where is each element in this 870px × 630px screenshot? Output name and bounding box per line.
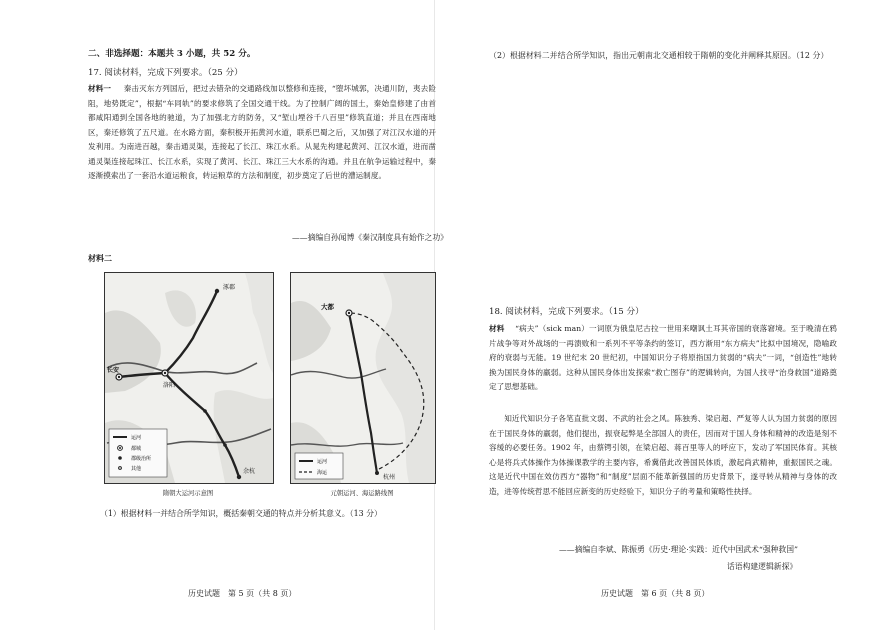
material-1-paragraph (88, 82, 436, 184)
material-label: 材料 (489, 324, 505, 333)
question-17-heading: 17. 阅读材料，完成下列要求。（25 分） (88, 68, 243, 78)
city-dot (215, 289, 219, 293)
legend-item: 其他 (131, 466, 142, 472)
map-label: 洛阳 (163, 382, 176, 389)
legend-item: 海运 (317, 470, 328, 476)
page-footer: 历史试题 第 5 页（共 8 页） (188, 589, 297, 598)
section-title: 二、非选择题：本题共 3 小题，共 52 分。 (88, 49, 256, 59)
map-label: 长安 (107, 367, 120, 374)
sui-grand-canal-map (104, 272, 274, 484)
question-18-heading: 18. 阅读材料，完成下列要求。（15 分） (489, 307, 644, 317)
map-label: 余杭 (243, 468, 256, 475)
map-label: 涿郡 (223, 284, 236, 291)
question-17-part-2: （2）根据材料二并结合所学知识，指出元朝南北交通相较于隋朝的变化并阐释其原因。（12 分） (489, 51, 829, 60)
sui-canal-map-graphic (105, 273, 273, 483)
legend-item: 郡级治所 (131, 456, 152, 462)
material-source-line-2: 话语构建逻辑新探》 (727, 562, 798, 571)
material-2-label: 材料二 (88, 253, 112, 263)
page-footer: 历史试题 第 6 页（共 8 页） (601, 589, 710, 598)
page-6 (435, 0, 870, 630)
material-1-source: ——摘编自孙闻博《秦汉制度具有始作之功》 (292, 233, 448, 242)
legend-item: 都城 (131, 446, 142, 452)
map-label: 杭州 (383, 474, 396, 481)
map-1-caption: 隋朝大运河示意图 (162, 490, 214, 497)
map-label: 大都 (321, 303, 334, 311)
material-paragraph-1 (489, 322, 837, 395)
legend-item: 运河 (317, 459, 328, 465)
yuan-canal-sea-route-map (290, 272, 436, 484)
material-1-label: 材料一 (88, 84, 112, 93)
question-17-part-1: （1）根据材料一并结合所学知识，概括秦朝交通的特点并分析其意义。（13 分） (100, 509, 382, 518)
material-source-line-1: ——摘编自李斌、陈振勇《历史·理论·实践：近代中国武术“强种救国” (559, 545, 799, 554)
yuan-map-graphic (291, 273, 435, 483)
material-1-text: 秦击灭东方列国后，把过去错杂的交通路线加以整修和连接，“堕坏城郭，决通川防，夷去险阻，地势既定”，根据“车同轨”的要求修筑了全国交通干线。为了控制广阔的国土，秦始皇修建了由首都咸阳通到全国各地的驰道，为了加强北方的防务，又“堑山堙谷千八百里”修筑直道；并且在西南地区，秦还修筑了五尺道。在水路方面，秦积极开拓黄河水道，联系巴蜀之后，又加强了对江汉水道的开发利用。为南进百越，秦击通灵渠，连接起了长江、珠江水系。从晁先构建起黄河、江汉水道，进而凿通灵渠连接起珠江、长江水系，实现了黄河、长江、珠江三大水系的沟通。并且在航争运输过程中，秦逐渐摸索出了一套沿水道运粮食，转运粮草的方法和制度，初步奠定了后世的漕运制度。 (88, 84, 436, 180)
material-text-1: “病夫”（sick man）一词原为俄皇尼古拉一世用来嘲讽土耳其帝国的衰落窘境。至于晚清在鸦片战争等对外战场的一再溃败和一系列不平等条约的签订，西方渐用“东方病夫”比拟中国境况，隐喻政府的衰弱与无能。19 世纪末 20 世纪初，中国知识分子将原指国力贫弱的“病夫”一词，“创造性”地转换为国民身体的羸弱。这种从国民身体出发探索“救亡图存”的逻辑转向，为国人找寻“治身救国”道路奠定了思想基础。 (489, 324, 837, 391)
material-paragraph-2: 知近代知识分子各笔直批文弱、不武的社会之风。陈独秀、梁启超、严复等人认为国力贫弱的原因在于国民身体的羸弱，他们提出，振衰起弊是全部国人的责任，因而对于国人身体和精神的改造是刻不容缓的必要任务。1902 年，由蔡锷引领，在梁启超、蒋百里等人的呼应下，发动了军国民体育。其核心是将兵式体操作为体操课教学的主要内容，希冀借此改善国民体质，激起尚武精神，重振国民之魂。这是近代中国在效仿西方“器物”和“制度”层面不能革新强国的历史背景下，遂寻转从精神与身体的改造，进等传统哲思不能回应新变的历史经验下，知识分子的考量和策略性抉择。 (489, 414, 837, 496)
map-2-caption: 元朝运河、海运路线图 (330, 490, 394, 497)
legend-item: 运河 (131, 435, 142, 441)
